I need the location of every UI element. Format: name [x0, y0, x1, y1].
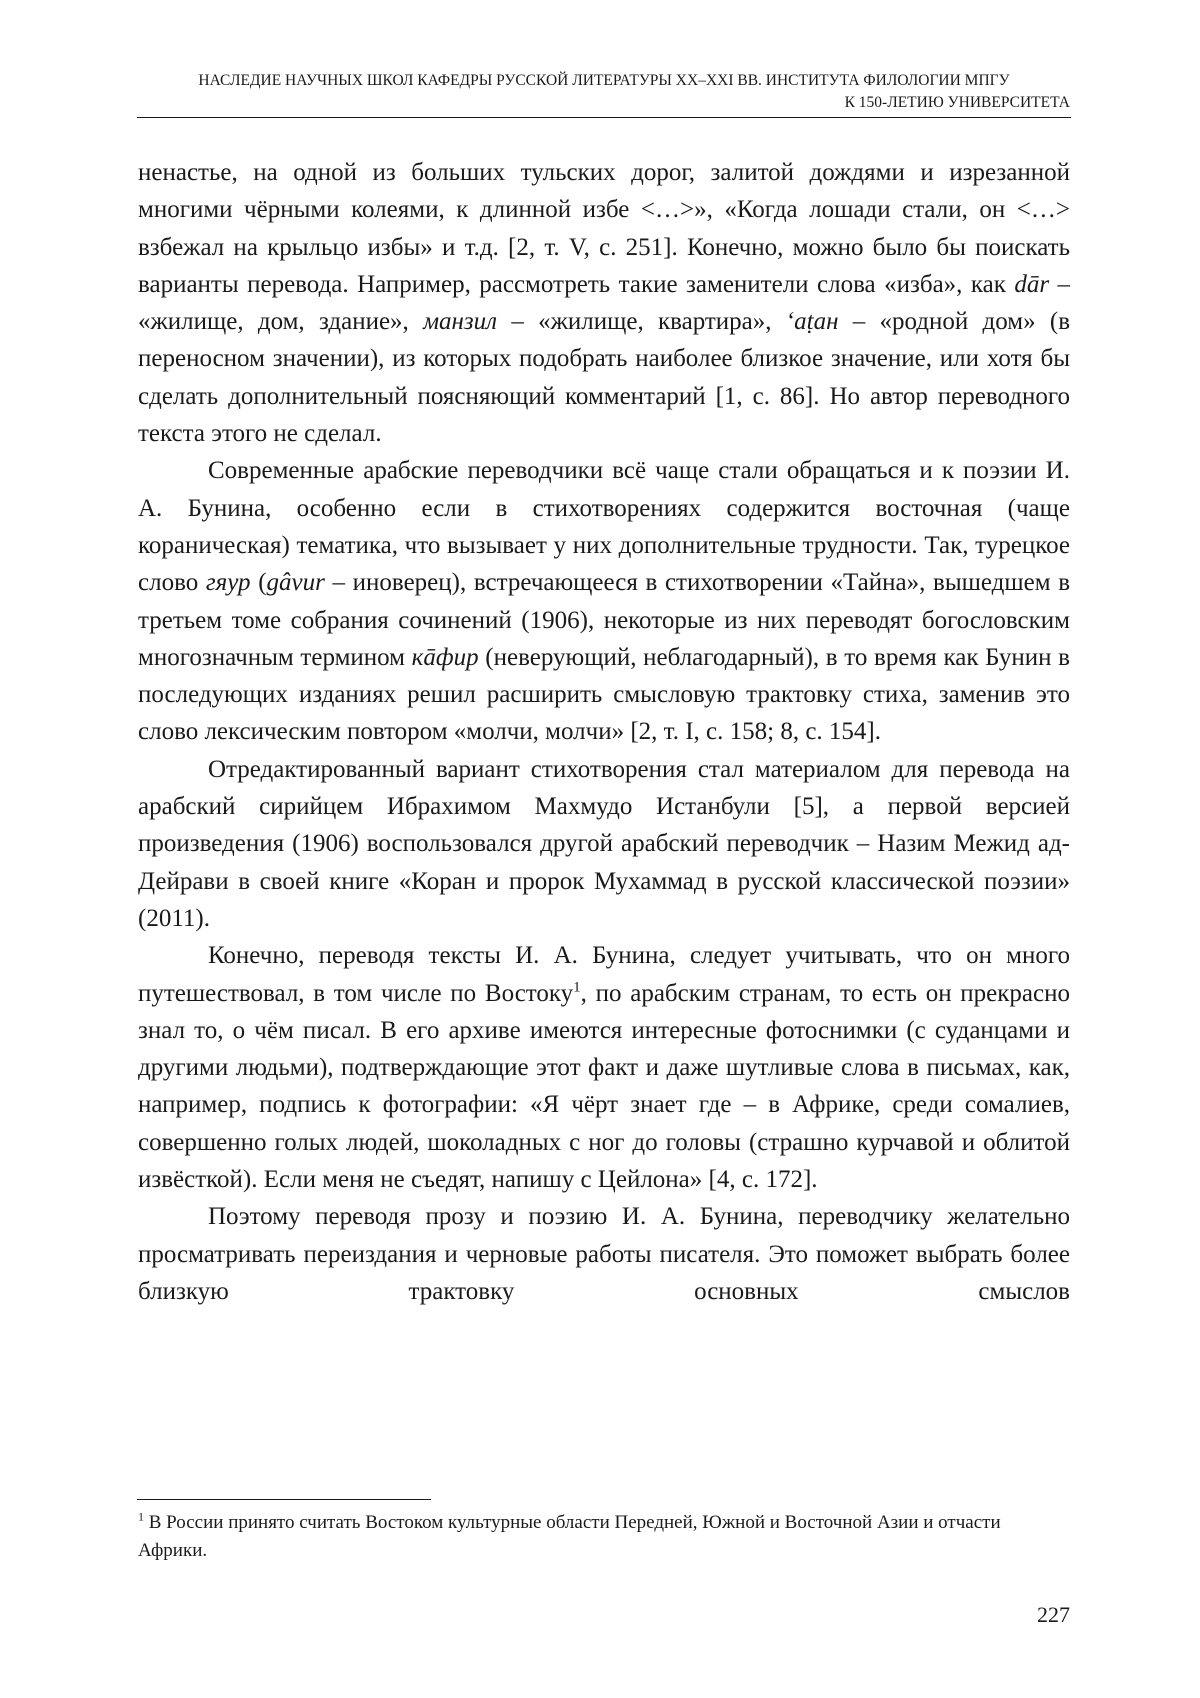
footnote-reference: 1 [573, 979, 581, 995]
text-run: , по арабским странам, то есть он прекрасно знал то, о чём писал. В его архиве имеются интересные фотоснимки (с суданцами и другими людьми), подтверждающие этот факт и даже шутливые слова в письмах, как, например, подпись к фотографии: «Я чёрт знает где – в Африке, среди сомалиев, совершенно голых людей, шоколадных с ног до головы (страшно курчавой и облитой извёсткой). Если меня не съедят, напишу с Цейлона» [4, с. 172]. [138, 980, 1070, 1193]
running-header [138, 70, 1070, 114]
paragraph-1 [138, 154, 1070, 452]
text-run: Конечно, переводя тексты И. А. Бунина, следует учитывать, что он много путешествовал, в том числе по Востоку [138, 942, 1070, 1006]
text-run: – «жилище, квартира», [497, 308, 786, 335]
text-run: – «родной дом» (в переносном значении), из которых подобрать наиболее близкое значение, или хотя бы сделать дополнительный поясняющий комментарий [1, с. 86]. Но автор переводного текста этого не сделал. [138, 308, 1070, 447]
italic-term: манзил [423, 308, 497, 335]
italic-term: гяур [206, 569, 251, 596]
document-page [0, 0, 1200, 1698]
text-run: ( [251, 569, 267, 596]
header-rule [137, 117, 1071, 118]
italic-term: кāфир [412, 644, 479, 671]
text-run: Отредактированный вариант стихотворения стал материалом для перевода на арабский сирийцем Ибрахимом Махмудо Истанбули [5], а первой версией произведения (1906) воспользовался другой арабский переводчик – Назим Межид ад-Дейрави в своей книге «Коран и пророк Мухаммад в русской классической поэзии» (2011). [138, 756, 1070, 932]
paragraph-3 [138, 751, 1070, 937]
paragraph-4 [138, 937, 1070, 1198]
footnote-text: В России принято считать Востоком культурные области Передней, Южной и Восточной Азии и отчасти Африки. [138, 1512, 1001, 1561]
running-header-line-2: К 150-ЛЕТИЮ УНИВЕРСИТЕТА [138, 92, 1070, 114]
text-run: Современные арабские переводчики всё чаще стали обращаться и к поэзии И. А. Бунина, особенно если в стихотворениях содержится восточная (чаще кораническая) тематика, что вызывает у них дополнительные трудности. Так, турецкое слово [138, 457, 1070, 596]
body-text [138, 154, 1070, 1310]
running-header-line-1: НАСЛЕДИЕ НАУЧНЫХ ШКОЛ КАФЕДРЫ РУССКОЙ ЛИТЕРАТУРЫ XX–XXI ВВ. ИНСТИТУТА ФИЛОЛОГИИ МПГУ [138, 70, 1070, 92]
footnote [138, 1509, 1070, 1565]
footnote-rule [137, 1499, 431, 1500]
text-run: ненастье, на одной из больших тульских дорог, залитой дождями и изрезанной многими чёрными колеями, к длинной избе <…>», «Когда лошади стали, он <…> взбежал на крыльцо избы» и т.д. [2, т. V, с. 251]. Конечно, можно было бы поискать варианты перевода. Например, рассмотреть такие заменители слова «изба», как [138, 159, 1070, 298]
italic-term: gâvur [267, 569, 325, 596]
page-number: 227 [1037, 1602, 1070, 1628]
text-run: (неверующий, неблагодарный), в то время как Бунин в последующих изданиях решил расширить смысловую трактовку стиха, заменив это слово лексическим повтором «молчи, молчи» [2, т. I, с. 158; 8, с. 154]. [138, 644, 1070, 746]
footnote-marker: 1 [138, 1510, 144, 1524]
paragraph-5 [138, 1198, 1070, 1310]
text-run: – иноверец), встречающееся в стихотворении «Тайна», вышедшем в третьем томе собрания сочинений (1906), некоторые из них переводят богословским многозначным термином [138, 569, 1070, 671]
text-run: – «жилище, дом, здание», [138, 271, 1070, 335]
text-run: Поэтому переводя прозу и поэзию И. А. Бунина, переводчику желательно просматривать переиздания и черновые работы писателя. Это поможет выбрать более близкую трактовку основных смыслов [138, 1203, 1070, 1305]
paragraph-2 [138, 452, 1070, 750]
italic-term: ʻаṭан [786, 308, 839, 335]
italic-term: dār [1014, 271, 1049, 298]
